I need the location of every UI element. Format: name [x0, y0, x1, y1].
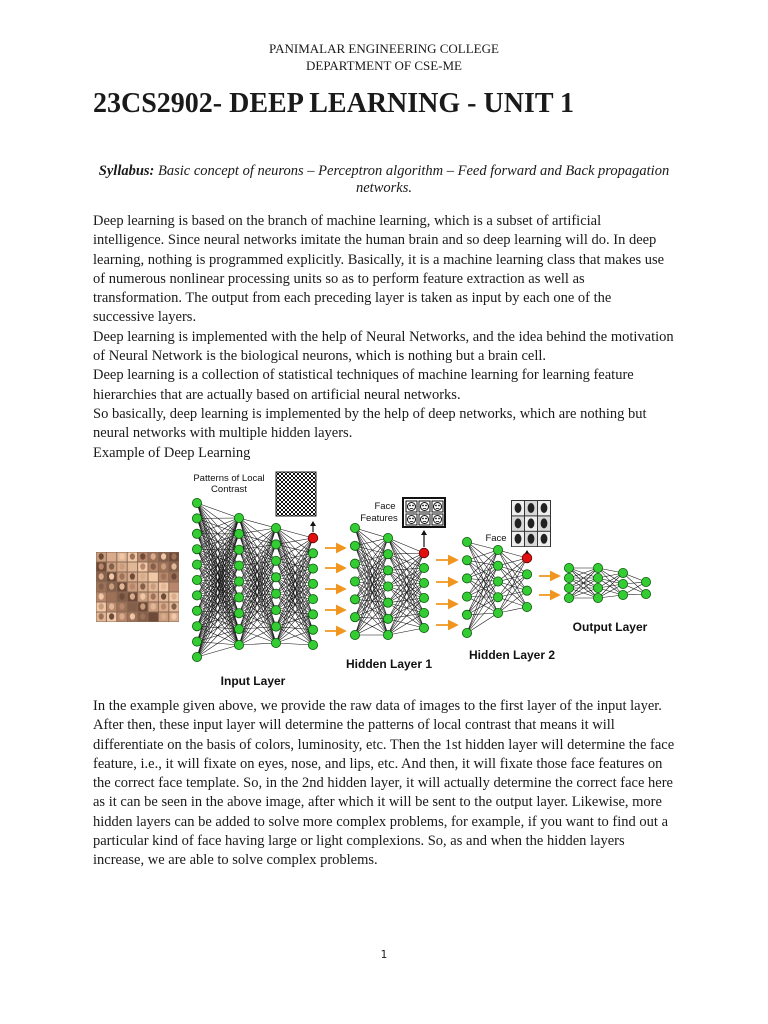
neuron [271, 556, 280, 565]
neuron [234, 513, 243, 522]
feature-eye [409, 518, 411, 520]
face-photo-head [109, 603, 114, 609]
network-edge [355, 554, 388, 599]
template-face [541, 534, 548, 544]
neuron [493, 561, 502, 570]
paragraph-explanation: In the example given above, we provide the raw data of images to the first layer of the input layer. After then, these input layer will determine the patterns of local contrast that means it will differentiate on the basis of colors, luminosity, etc. Then the 1st hidden layer will determine the face feature, i.e., it will fixate on eyes, nose, and lips, etc. And then, it will fixate those face features on the correct face template. So, in the 2nd hidden layer, it will actually determine the correct face here as it can be seen in the above image, after which it will be sent to the output layer. Likewise, more hidden layers can be added to solve more complex problems, for example, if you want to find out a particular kind of face having large or light complexions. So, as and when the hidden layers increase, we are able to solve complex problems. [93, 698, 675, 869]
face-photo-head [140, 603, 145, 609]
face-photo-head [161, 593, 166, 599]
neuron [493, 608, 502, 617]
face-photo-head [99, 613, 104, 619]
neuron [383, 566, 392, 575]
neuron [618, 590, 627, 599]
paragraph-3: Deep learning is a collection of statistical techniques of machine learning for learning feature hierarchies that are actually based on artificial neural networks. [93, 367, 634, 403]
syllabus-text: Basic concept of neurons – Perceptron algorithm – Feed forward and Back propagation networks. [154, 163, 670, 196]
college-name: PANIMALAR ENGINEERING COLLEGE [269, 41, 499, 56]
neuron [308, 640, 317, 649]
face-photo-head [119, 613, 124, 619]
neuron [308, 564, 317, 573]
face-photo-head [140, 593, 145, 599]
face-template-image [511, 500, 551, 547]
face-photo-head [130, 563, 135, 569]
active-neuron [419, 548, 429, 558]
network-edge [239, 544, 276, 645]
face-photo-head [130, 583, 135, 589]
neuron [419, 578, 428, 587]
face-photo-head [151, 573, 156, 579]
label-hidden-layer-1: Hidden Layer 1 [345, 657, 433, 671]
network-edge [197, 503, 239, 518]
neuron [383, 630, 392, 639]
neuron [564, 583, 573, 592]
face-photo-head [171, 553, 176, 559]
neuron [462, 574, 471, 583]
template-face [541, 518, 548, 528]
face-photo-head [151, 603, 156, 609]
feature-eye [412, 518, 414, 520]
face-photo-head [119, 553, 124, 559]
face-photo-head [119, 583, 124, 589]
face-photo-head [171, 593, 176, 599]
neuron [350, 630, 359, 639]
label-output-layer: Output Layer [572, 620, 648, 634]
face-photo-head [151, 563, 156, 569]
neuron [593, 563, 602, 572]
face-photo-head [119, 593, 124, 599]
neuron [271, 573, 280, 582]
face-photo-head [99, 553, 104, 559]
network-edge [197, 645, 239, 657]
neuron [383, 582, 392, 591]
feature-eye [422, 518, 424, 520]
template-face [515, 534, 522, 544]
paragraph-1: Deep learning is based on the branch of machine learning, which is a subset of artificial intelligence. Since neural networks imitate the human brain and so deep learning will do. In deep learning, nothing is programmed explicitly. Basically, it is a machine learning class that makes use of numerous nonlinear processing units so as to perform feature extraction as well as transformation. The output from each preceding layer is taken as input by each one of the successive layers. [93, 213, 665, 326]
neuron [234, 529, 243, 538]
template-face [515, 518, 522, 528]
face-photo-head [151, 583, 156, 589]
network-edge [276, 614, 313, 643]
neuron [383, 598, 392, 607]
neuron [419, 593, 428, 602]
network-edge [388, 568, 424, 603]
active-neuron [522, 553, 532, 563]
neuron [618, 579, 627, 588]
template-face [528, 518, 535, 528]
face-photo-head [140, 613, 145, 619]
neuron [350, 523, 359, 532]
face-photo-head [119, 573, 124, 579]
neuron [462, 556, 471, 565]
neuron [350, 577, 359, 586]
syllabus-label: Syllabus: [98, 163, 155, 179]
face-photo-head [140, 573, 145, 579]
neuron [593, 573, 602, 582]
neuron [308, 595, 317, 604]
deep-learning-figure [93, 465, 673, 690]
neuron [564, 593, 573, 602]
neuron [192, 514, 201, 523]
neuron [192, 622, 201, 631]
face-photo-head [161, 563, 166, 569]
neuron [192, 606, 201, 615]
neuron [192, 575, 201, 584]
neuron [234, 625, 243, 634]
face-photo-head [99, 563, 104, 569]
local-contrast-image [276, 472, 316, 516]
label-face: Face [485, 533, 507, 544]
face-photo-head [109, 583, 114, 589]
face-photo-head [99, 603, 104, 609]
feature-eye [425, 518, 427, 520]
face-photo-head [161, 553, 166, 559]
neuron [234, 593, 243, 602]
label-face-features-2: Features [360, 513, 398, 524]
face-photo-head [130, 613, 135, 619]
template-face [528, 503, 535, 513]
face-photo-head [99, 583, 104, 589]
neuron [192, 529, 201, 538]
neuron [271, 589, 280, 598]
neuron [234, 561, 243, 570]
neuron [593, 593, 602, 602]
network-edge [388, 619, 424, 628]
network-edge [197, 518, 239, 580]
neuron [234, 609, 243, 618]
neuron [493, 545, 502, 554]
neuron [350, 541, 359, 550]
face-photo-head [130, 593, 135, 599]
neuron [308, 579, 317, 588]
neuron [271, 638, 280, 647]
neuron [271, 540, 280, 549]
neuron [350, 559, 359, 568]
page-number: 1 [380, 949, 388, 961]
neuron [234, 577, 243, 586]
neuron [271, 622, 280, 631]
neuron [383, 533, 392, 542]
face-photo-head [171, 563, 176, 569]
face-photo-head [140, 553, 145, 559]
neuron [419, 623, 428, 632]
neuron [271, 523, 280, 532]
input-faces-image [96, 552, 179, 622]
neuron [522, 586, 531, 595]
feature-pointer-head [310, 521, 316, 526]
neuron [350, 613, 359, 622]
feature-pointer-head [421, 530, 427, 535]
neuron [462, 592, 471, 601]
neuron [192, 591, 201, 600]
intro-section [93, 212, 675, 463]
neuron [493, 577, 502, 586]
department-name: DEPARTMENT OF CSE-ME [306, 58, 462, 73]
face-photo-head [171, 603, 176, 609]
template-face [515, 503, 522, 513]
face-photo-head [130, 603, 135, 609]
face-photo-head [151, 553, 156, 559]
face-photo-head [109, 573, 114, 579]
template-face [528, 534, 535, 544]
face-photo-head [130, 573, 135, 579]
neuron [462, 537, 471, 546]
neuron [564, 573, 573, 582]
neuron [462, 610, 471, 619]
figure-caption: Example of Deep Learning [93, 444, 251, 461]
neuron [493, 593, 502, 602]
face-photo-head [161, 573, 166, 579]
label-hidden-layer-2: Hidden Layer 2 [468, 648, 556, 662]
neuron [522, 602, 531, 611]
neuron [234, 640, 243, 649]
face-photo-head [99, 593, 104, 599]
face-photo-head [99, 573, 104, 579]
feature-eye [438, 505, 440, 507]
paragraph-4: So basically, deep learning is implemented by the help of deep networks, which are nothing but neural networks with multiple hidden layers. [93, 405, 647, 442]
neuron [641, 589, 650, 598]
face-features-image [403, 498, 445, 527]
neuron [192, 498, 201, 507]
label-local-contrast-1: Patterns of Local [193, 473, 265, 484]
document-title: 23CS2902- DEEP LEARNING - UNIT 1 [93, 88, 574, 119]
neuron [308, 549, 317, 558]
neuron [618, 568, 627, 577]
face-photo-head [151, 593, 156, 599]
neuron [271, 606, 280, 615]
neuron [419, 608, 428, 617]
neuron [383, 550, 392, 559]
label-local-contrast-2: Contrast [211, 484, 247, 495]
face-photo-head [119, 603, 124, 609]
feature-eye [409, 505, 411, 507]
syllabus [93, 163, 675, 197]
neuron [308, 625, 317, 634]
neuron [383, 614, 392, 623]
neuron [192, 637, 201, 646]
network-edge [276, 643, 313, 645]
template-face [541, 503, 548, 513]
neuron [564, 563, 573, 572]
face-photo-head [161, 583, 166, 589]
neuron [641, 577, 650, 586]
neuron [192, 652, 201, 661]
face-photo-head [140, 563, 145, 569]
neuron [308, 610, 317, 619]
feature-eye [438, 518, 440, 520]
feature-eye [425, 505, 427, 507]
face-photo-head [119, 563, 124, 569]
network-edge [239, 643, 276, 645]
face-photo-head [171, 583, 176, 589]
feature-eye [435, 518, 437, 520]
neuron [234, 545, 243, 554]
face-photo-head [109, 593, 114, 599]
label-face-features-1: Face [374, 501, 396, 512]
face-photo-head [140, 583, 145, 589]
face-photo-head [171, 573, 176, 579]
network-edge [388, 538, 424, 628]
face-photo-head [109, 563, 114, 569]
feature-eye [412, 505, 414, 507]
neuron [350, 595, 359, 604]
neuron [192, 560, 201, 569]
face-photo-head [171, 613, 176, 619]
face-photo-head [151, 613, 156, 619]
face-photo-head [161, 613, 166, 619]
network-edge [388, 538, 424, 553]
feature-eye [422, 505, 424, 507]
neuron [593, 583, 602, 592]
neuron [522, 570, 531, 579]
face-photo-head [161, 603, 166, 609]
active-neuron [308, 533, 318, 543]
explanation-section [93, 697, 675, 871]
face-photo-head [109, 553, 114, 559]
feature-eye [435, 505, 437, 507]
face-photo-head [109, 613, 114, 619]
face-photo-head [130, 553, 135, 559]
paragraph-2: Deep learning is implemented with the help of Neural Networks, and the idea behind the motivation of Neural Network is the biological neurons, which is nothing but a brain cell. [93, 328, 674, 365]
neuron [192, 545, 201, 554]
label-input-layer: Input Layer [220, 674, 286, 688]
neuron [419, 563, 428, 572]
neuron [462, 628, 471, 637]
